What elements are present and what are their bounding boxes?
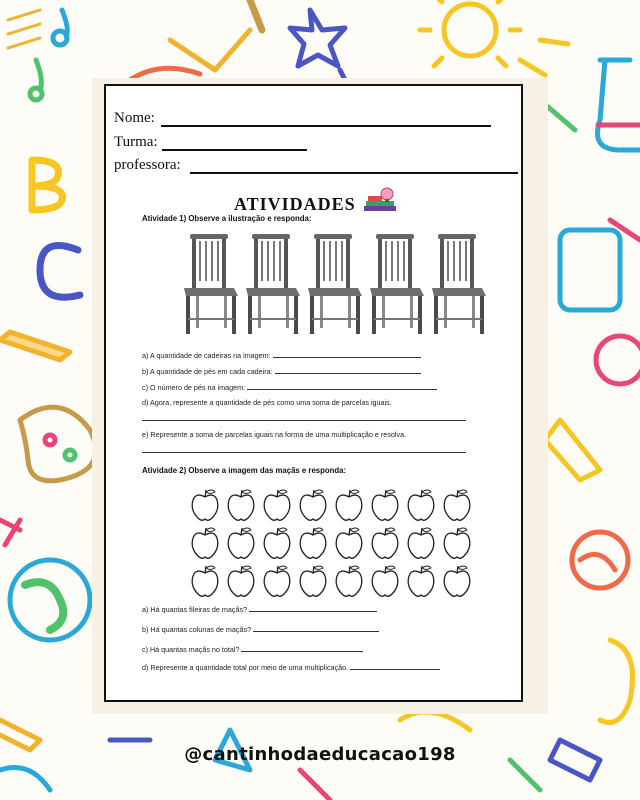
apple-icon <box>408 528 434 558</box>
activity2-question-c: c) Há quantas maçãs no total? <box>142 644 363 654</box>
activity1-question-d: d) Agora, represente a quantidade de pés como uma soma de parcelas iguais. <box>142 398 392 407</box>
nome-line[interactable] <box>161 125 491 127</box>
apple-icon <box>300 528 326 558</box>
apple-icon <box>336 490 362 520</box>
activity2-question-d: d) Represente a quantidade total por meio de uma multiplicação. <box>142 662 440 672</box>
professora-label: professora: <box>114 157 181 173</box>
watermark-handle: @cantinhodaeducacao198 <box>184 744 456 765</box>
professora-field <box>114 157 181 174</box>
apple-icon <box>192 566 218 596</box>
answer-line[interactable] <box>247 382 437 390</box>
books-globe-icon <box>362 186 398 214</box>
activity2-question-a: a) Há quantas fileiras de maçãs? <box>142 604 377 614</box>
apple-icon <box>408 566 434 596</box>
chairs-illustration <box>182 234 492 338</box>
apple-icon <box>300 566 326 596</box>
activity1-question-a: a) A quantidade de cadeiras na imagem: <box>142 350 421 360</box>
activity1-question-b: b) A quantidade de pés em cada cadeira: <box>142 366 421 376</box>
title-row <box>234 186 398 215</box>
apple-icon <box>192 528 218 558</box>
answer-line[interactable] <box>273 350 421 358</box>
activity1-question-c: c) O número de pés na imagem: <box>142 382 437 392</box>
nome-field <box>114 110 155 127</box>
apple-icon <box>372 566 398 596</box>
page-title: ATIVIDADES <box>234 194 356 214</box>
answer-line[interactable] <box>275 366 421 374</box>
turma-line[interactable] <box>162 149 307 151</box>
activity1-question-e: e) Represente a soma de parcelas iguais na forma de uma multiplicação e resolva. <box>142 430 407 439</box>
activity1-heading: Atividade 1) Observe a ilustração e responda: <box>142 214 312 223</box>
answer-line[interactable] <box>142 420 466 421</box>
apple-icon <box>228 490 254 520</box>
apple-icon <box>264 528 290 558</box>
apple-icon <box>264 490 290 520</box>
worksheet <box>104 84 523 702</box>
apple-icon <box>336 528 362 558</box>
apple-icon <box>192 490 218 520</box>
apple-icon <box>408 490 434 520</box>
apple-icon <box>372 528 398 558</box>
activity2-question-b: b) Há quantas colunas de maçãs? <box>142 624 379 634</box>
answer-line[interactable] <box>249 604 377 612</box>
turma-field <box>114 134 158 151</box>
apple-icon <box>228 566 254 596</box>
apple-icon <box>300 490 326 520</box>
apple-icon <box>228 528 254 558</box>
apple-icon <box>264 566 290 596</box>
apple-icon <box>444 528 470 558</box>
apple-icon <box>336 566 362 596</box>
apple-icon <box>444 490 470 520</box>
nome-label: Nome: <box>114 110 155 126</box>
apple-icon <box>372 490 398 520</box>
answer-line[interactable] <box>253 624 379 632</box>
answer-line[interactable] <box>350 662 440 670</box>
apples-illustration <box>186 484 476 602</box>
answer-line[interactable] <box>142 452 466 453</box>
apple-icon <box>444 566 470 596</box>
professora-line[interactable] <box>190 172 518 174</box>
answer-line[interactable] <box>241 644 363 652</box>
activity2-heading: Atividade 2) Observe a imagem das maçãs e responda: <box>142 466 347 475</box>
turma-label: Turma: <box>114 134 158 150</box>
